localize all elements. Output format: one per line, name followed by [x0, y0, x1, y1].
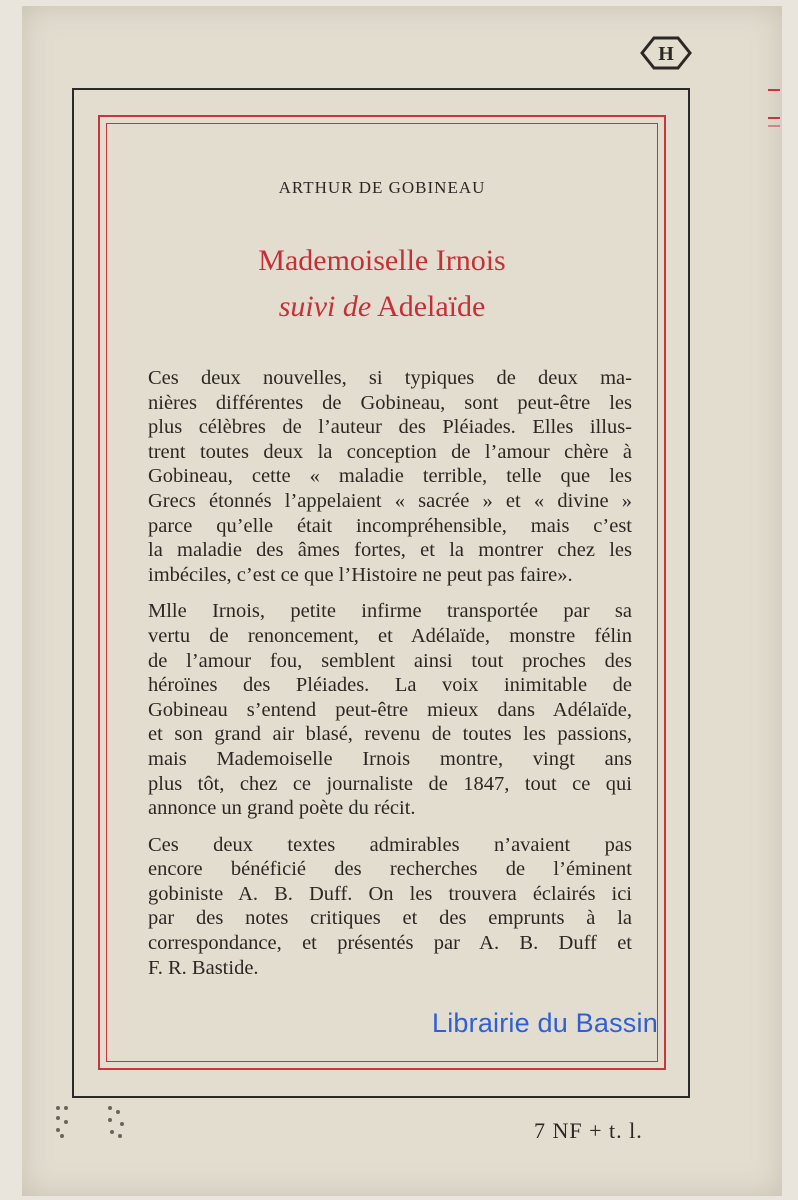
- blurb-paragraph-1: [148, 366, 632, 587]
- blurb-line: nières différentes de Gobineau, sont peut-être les: [148, 391, 632, 414]
- blurb-line: annonce un grand poète du récit.: [148, 797, 416, 820]
- blurb-text: [148, 366, 632, 992]
- blurb-line: Mlle Irnois, petite infirme transportée par sa: [148, 600, 632, 623]
- edge-marks: [762, 88, 782, 148]
- blurb-line: gobiniste A. B. Duff. On les trouvera éclairés ici: [148, 882, 632, 905]
- watermark-text: Librairie du Bassin: [432, 1008, 658, 1038]
- blurb-line: la maladie des âmes fortes, et la montrer chez les: [148, 539, 632, 562]
- blurb-line: par des notes critiques et des emprunts à la: [148, 907, 632, 930]
- blurb-line: vertu de renoncement, et Adélaïde, monstre félin: [148, 624, 632, 647]
- blurb-line: F. R. Bastide.: [148, 956, 259, 979]
- author-name: ARTHUR DE GOBINEAU: [278, 178, 486, 197]
- blurb-line: héroïnes des Pléiades. La voix inimitable de: [148, 674, 632, 697]
- blurb-line: et son grand air blasé, revenu de toutes les passions,: [148, 723, 632, 746]
- subtitle-italic: suivi de: [278, 290, 372, 323]
- book-title: Mademoiselle Irnois: [258, 244, 506, 277]
- blurb-paragraph-2: [148, 599, 632, 820]
- blurb-line: parce qu’elle était incompréhensible, mais c’est: [148, 514, 632, 537]
- blurb-line: encore bénéficié des recherches de l’éminent: [148, 858, 632, 881]
- blurb-line: Grecs étonnés l’appelaient « sacrée » et « divine »: [148, 489, 632, 512]
- blurb-line: Gobineau s’entend peut-être mieux dans Adélaïde,: [148, 698, 632, 721]
- book-subtitle: [106, 290, 658, 324]
- blurb-line: imbéciles, c’est ce que l’Histoire ne peut pas faire».: [148, 563, 573, 586]
- blurb-line: Gobineau, cette « maladie terrible, telle que les: [148, 465, 632, 488]
- blurb-line: Ces deux nouvelles, si typiques de deux ma-: [148, 367, 632, 389]
- braille-dots-decoration: [48, 1104, 138, 1140]
- subtitle-rest: Adelaïde: [377, 290, 486, 323]
- blurb-line: Ces deux textes admirables n’avaient pas: [148, 833, 632, 856]
- blurb-line: mais Mademoiselle Irnois montre, vingt ans: [148, 747, 632, 770]
- publisher-logo-icon: [640, 36, 692, 70]
- logo-letter: H: [658, 43, 674, 65]
- price-label: 7 NF + t. l.: [534, 1118, 643, 1143]
- blurb-line: plus tôt, chez ce journaliste de 1847, tout ce qui: [148, 772, 632, 795]
- blurb-line: correspondance, et présentés par A. B. Duff et: [148, 932, 632, 955]
- blurb-paragraph-3: [148, 833, 632, 981]
- blurb-line: de l’amour fou, semblent ainsi tout proches des: [148, 649, 632, 672]
- blurb-line: trent toutes deux la conception de l’amour chère à: [148, 440, 632, 463]
- blurb-line: plus célèbres de l’auteur des Pléiades. Elles illus-: [148, 416, 632, 439]
